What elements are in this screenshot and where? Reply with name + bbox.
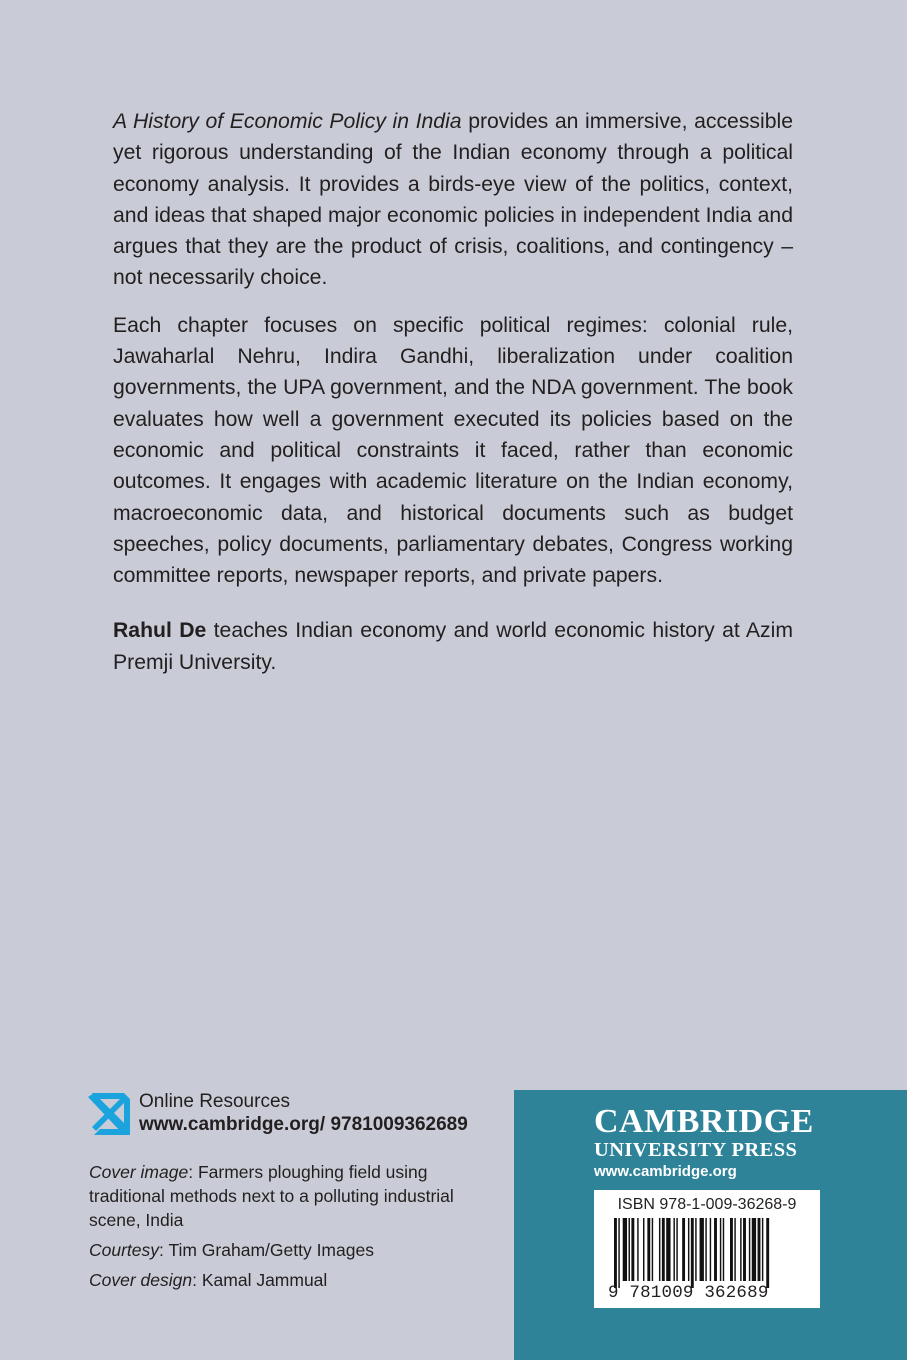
publisher-logo: CAMBRIDGE [594, 1103, 814, 1140]
cover-design-credit [89, 1268, 489, 1292]
cover-design-label: Cover design [89, 1270, 193, 1290]
author-bio-text: teaches Indian economy and world economic history at Azim Premji University. [113, 619, 794, 674]
online-resources [88, 1090, 508, 1140]
barcode-digits: 9 781009 362689 [608, 1283, 769, 1303]
cover-credits [89, 1160, 489, 1298]
publisher-website[interactable]: www.cambridge.org [594, 1163, 737, 1180]
publisher-press: UNIVERSITY PRESS [594, 1139, 798, 1161]
book-title: A History of Economic Policy in India [113, 110, 462, 133]
online-resources-label: Online Resources [139, 1091, 291, 1112]
author-name: Rahul De [113, 619, 207, 643]
courtesy-text: : Tim Graham/Getty Images [159, 1240, 374, 1260]
blurb-paragraph-1-text: provides an immersive, accessible yet rigorous understanding of the Indian economy through a political economy analysis. It provides a birds-eye view of the politics, context, and ideas that shaped major economic policies in independent India and argues that they are the product of crisis, coalitions, and contingency – not necessarily choice. [113, 110, 794, 290]
courtesy-label: Courtesy [89, 1240, 160, 1260]
author-bio [113, 615, 793, 678]
blurb-paragraph-1 [113, 106, 793, 294]
courtesy-credit [89, 1238, 489, 1262]
cover-image-credit [89, 1160, 489, 1232]
isbn-number: ISBN 978-1-009-36268-9 [617, 1196, 797, 1213]
blurb-paragraph-2: Each chapter focuses on specific political regimes: colonial rule, Jawaharlal Nehru, Indira Gandhi, liberalization under coalition governments, the UPA government, and the NDA government. The book evaluates how well a government executed its policies based on the economic and political constraints it faced, rather than economic outcomes. It engages with academic literature on the Indian economy, macroeconomic data, and historical documents such as budget speeches, policy documents, parliamentary debates, Congress working committee reports, newspaper reports, and private papers. [113, 313, 793, 588]
publisher-panel [514, 1090, 907, 1360]
online-resources-link[interactable]: www.cambridge.org/ 9781009362689 [139, 1114, 468, 1135]
isbn-barcode [594, 1190, 820, 1308]
cover-design-text: : Kamal Jammual [192, 1270, 328, 1290]
cover-image-text: : Farmers ploughing field using traditional methods next to a polluting industrial scene, India [89, 1162, 454, 1230]
back-cover-blurb [113, 106, 793, 694]
arrow-down-right-icon [88, 1093, 130, 1135]
cover-image-label: Cover image [89, 1162, 189, 1182]
